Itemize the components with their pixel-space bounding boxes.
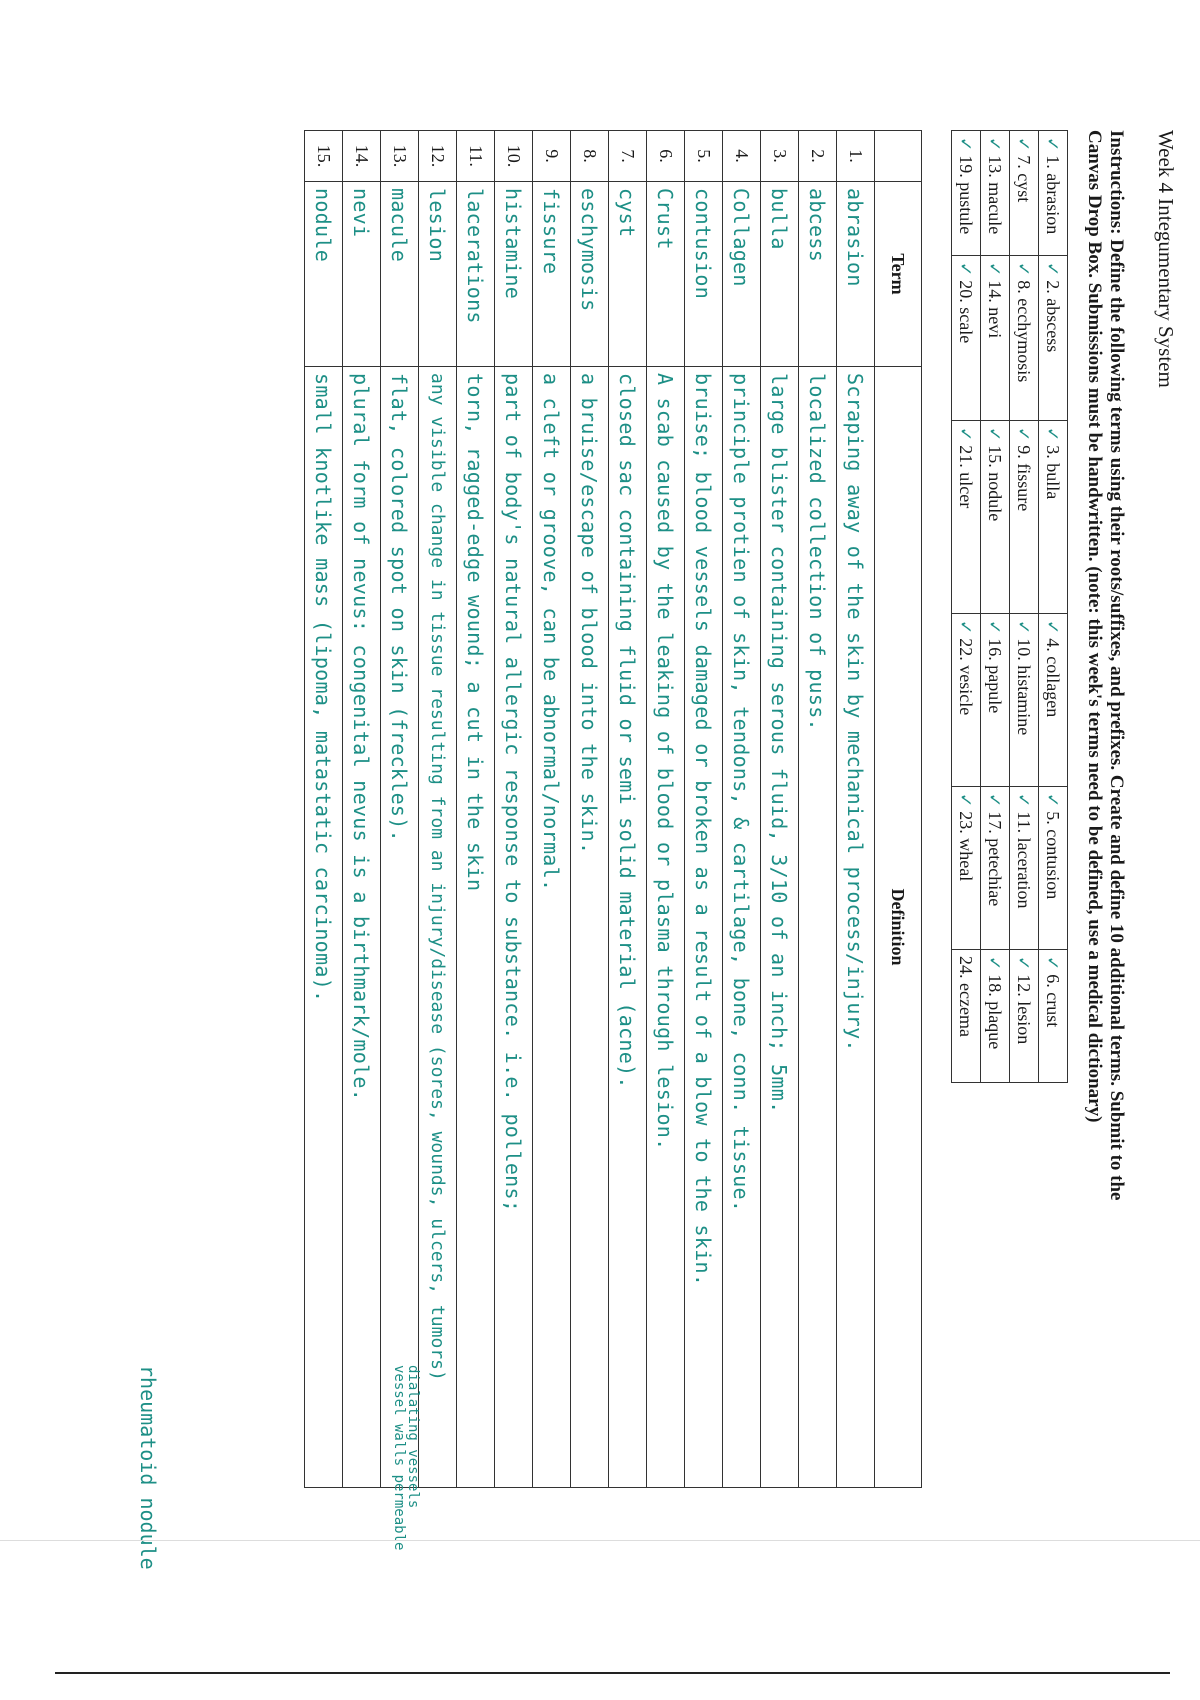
number-column-header	[875, 131, 922, 182]
term-cell: abcess	[799, 182, 837, 367]
row-number: 4.	[723, 131, 761, 182]
terms-grid-cell	[1010, 614, 1039, 787]
terms-grid-label: 12. lesion	[1014, 974, 1035, 1045]
terms-grid-label: 6. crust	[1043, 974, 1064, 1028]
definition-cell: principle protien of skin, tendons, & cartilage, bone, conn. tissue.	[723, 367, 761, 1488]
definition-cell: any visible change in tissue resulting from an injury/disease (sores, wounds, ulcers, tumors)	[419, 367, 457, 1488]
check-mark-icon: ✓	[984, 620, 1005, 635]
terms-grid-label: 11. laceration	[1014, 811, 1035, 909]
terms-grid-label: 19. pustule	[956, 155, 977, 235]
term-cell: nevi	[343, 182, 381, 367]
check-mark-icon: ✓	[984, 427, 1005, 442]
term-column-header: Term	[875, 182, 922, 367]
definition-cell: part of body's natural allergic response to substance. i.e. pollens;	[495, 367, 533, 1488]
term-cell: nodule	[305, 182, 343, 367]
definition-column-header: Definition	[875, 367, 922, 1488]
terms-grid-label: 14. nevi	[985, 280, 1006, 339]
check-mark-icon: ✓	[955, 793, 976, 808]
terms-grid-cell	[1039, 950, 1068, 1083]
terms-grid-label: 2. abscess	[1043, 280, 1064, 353]
table-row	[533, 131, 571, 1488]
table-row	[647, 131, 685, 1488]
table-row	[685, 131, 723, 1488]
table-row	[799, 131, 837, 1488]
definition-cell: closed sac containing fluid or semi solid material (acne).	[609, 367, 647, 1488]
terms-grid-cell	[1039, 787, 1068, 950]
table-row	[419, 131, 457, 1488]
check-mark-icon: ✓	[955, 620, 976, 635]
definition-cell: plural form of nevus: congenital nevus is a birthmark/mole.	[343, 367, 381, 1488]
terms-grid-cell	[1039, 614, 1068, 787]
terms-grid-label: 15. nodule	[985, 445, 1006, 522]
check-mark-icon: ✓	[1013, 620, 1034, 635]
check-mark-icon: ✓	[1042, 620, 1063, 635]
terms-grid-cell	[952, 950, 981, 1083]
extra-handwritten-note: rheumatoid nodule	[136, 1365, 160, 1570]
check-mark-icon: ✓	[984, 137, 1005, 152]
terms-grid-cell	[952, 787, 981, 950]
terms-grid-cell	[1010, 131, 1039, 256]
check-mark-icon: ✓	[955, 262, 976, 277]
check-mark-icon: ✓	[1013, 793, 1034, 808]
table-row	[343, 131, 381, 1488]
row-number: 2.	[799, 131, 837, 182]
table-row	[305, 131, 343, 1488]
terms-grid-cell	[981, 256, 1010, 421]
terms-grid-label: 16. papule	[985, 638, 1006, 714]
table-row	[495, 131, 533, 1488]
term-cell: abrasion	[837, 182, 875, 367]
check-mark-icon: ✓	[1042, 137, 1063, 152]
worksheet-page	[80, 110, 1200, 1610]
term-cell: bulla	[761, 182, 799, 367]
check-mark-icon: ✓	[984, 262, 1005, 277]
check-mark-icon: ✓	[1013, 956, 1034, 971]
row-number: 6.	[647, 131, 685, 182]
definition-cell: large blister containing serous fluid, 3/10 of an inch; 5mm.	[761, 367, 799, 1488]
terms-grid-cell	[1010, 421, 1039, 614]
terms-grid-label: 1. abrasion	[1043, 155, 1064, 235]
row-number: 12.	[419, 131, 457, 182]
terms-grid-cell	[981, 787, 1010, 950]
definition-cell: Scraping away of the skin by mechanical process/injury.	[837, 367, 875, 1488]
term-cell: lacerations	[457, 182, 495, 367]
terms-grid-cell	[1010, 787, 1039, 950]
terms-grid-row	[981, 131, 1010, 1083]
row-number: 14.	[343, 131, 381, 182]
term-cell: cyst	[609, 182, 647, 367]
terms-grid-label: 9. fissure	[1014, 445, 1035, 512]
terms-grid-label: 4. collagen	[1043, 638, 1064, 718]
row-number: 1.	[837, 131, 875, 182]
term-cell: histamine	[495, 182, 533, 367]
check-mark-icon: ✓	[1013, 137, 1034, 152]
table-row	[381, 131, 419, 1488]
terms-grid-cell	[981, 950, 1010, 1083]
term-cell: fissure	[533, 182, 571, 367]
check-mark-icon: ✓	[984, 793, 1005, 808]
definitions-header-row	[875, 131, 922, 1488]
definition-cell: torn, ragged-edge wound; a cut in the skin	[457, 367, 495, 1488]
terms-grid	[951, 130, 1068, 1083]
table-row	[723, 131, 761, 1488]
row-number: 7.	[609, 131, 647, 182]
terms-grid-row	[952, 131, 981, 1083]
terms-grid-label: 3. bulla	[1043, 445, 1064, 500]
terms-grid-cell	[1039, 256, 1068, 421]
definition-cell: localized collection of puss.	[799, 367, 837, 1488]
row-number: 3.	[761, 131, 799, 182]
terms-grid-cell	[981, 421, 1010, 614]
histamine-overflow-note	[392, 1365, 420, 1550]
table-row	[457, 131, 495, 1488]
terms-grid-cell	[981, 131, 1010, 256]
row-number: 13.	[381, 131, 419, 182]
terms-grid-cell	[1010, 256, 1039, 421]
terms-grid-cell	[981, 614, 1010, 787]
instructions-text: Instructions: Define the following terms using their roots/suffixes, and prefixes. Create and define 10 additional terms. Submit to the Canvas Drop Box. Submissions must be handwritten. (note: this week's terms need to be defined, use a medical dictionary)	[1084, 130, 1127, 1201]
terms-grid-cell	[952, 256, 981, 421]
check-mark-icon: ✓	[1042, 262, 1063, 277]
terms-grid-cell	[1010, 950, 1039, 1083]
terms-grid-cell	[1039, 131, 1068, 256]
terms-grid-label: 17. petechiae	[985, 811, 1006, 907]
page-bottom-line	[55, 1672, 1170, 1674]
page-header: Week 4 Integumentary System	[1154, 130, 1178, 388]
term-cell: contusion	[685, 182, 723, 367]
definition-cell: A scab caused by the leaking of blood or plasma through lesion.	[647, 367, 685, 1488]
terms-grid-label: 5. contusion	[1043, 811, 1064, 900]
terms-grid-label: 21. ulcer	[956, 445, 977, 509]
term-cell: macule	[381, 182, 419, 367]
row-number: 8.	[571, 131, 609, 182]
row-number: 9.	[533, 131, 571, 182]
definition-cell: small knotlike mass (lipoma, matastatic carcinoma).	[305, 367, 343, 1488]
row-number: 10.	[495, 131, 533, 182]
term-cell: lesion	[419, 182, 457, 367]
terms-grid-cell	[1039, 421, 1068, 614]
table-row	[571, 131, 609, 1488]
row-number: 5.	[685, 131, 723, 182]
scan-divider-line	[0, 1540, 1200, 1541]
term-cell: Collagen	[723, 182, 761, 367]
definition-cell: a bruise/escape of blood into the skin.	[571, 367, 609, 1488]
check-mark-icon: ✓	[1042, 793, 1063, 808]
check-mark-icon: ✓	[984, 956, 1005, 971]
row-number: 15.	[305, 131, 343, 182]
terms-grid-row	[1039, 131, 1068, 1083]
terms-grid-row	[1010, 131, 1039, 1083]
check-mark-icon: ✓	[1013, 427, 1034, 442]
table-row	[761, 131, 799, 1488]
definition-cell: flat, colored spot on skin (freckles).	[381, 367, 419, 1488]
row-number: 11.	[457, 131, 495, 182]
term-cell: Crust	[647, 182, 685, 367]
terms-grid-label: 7. cyst	[1014, 155, 1035, 203]
terms-grid-label: 18. plaque	[985, 974, 1006, 1050]
table-row	[609, 131, 647, 1488]
definition-cell: a cleft or groove, can be abnormal/normal.	[533, 367, 571, 1488]
definition-cell: bruise; blood vessels damaged or broken as a result of a blow to the skin.	[685, 367, 723, 1488]
overflow-note-line: dialating vessels	[405, 1365, 421, 1509]
check-mark-icon: ✓	[1013, 262, 1034, 277]
terms-grid-label: 13. macule	[985, 155, 1006, 235]
terms-grid-label: 23. wheal	[956, 811, 977, 882]
term-cell: eschymosis	[571, 182, 609, 367]
terms-grid-label: 24. eczema	[956, 956, 977, 1037]
overflow-note-line: vessel walls permeable	[391, 1365, 407, 1551]
check-mark-icon: ✓	[1042, 956, 1063, 971]
check-mark-icon: ✓	[1042, 427, 1063, 442]
terms-grid-label: 22. vesicle	[956, 638, 977, 716]
terms-grid-cell	[952, 421, 981, 614]
definitions-table	[304, 130, 922, 1488]
check-mark-icon: ✓	[955, 427, 976, 442]
check-mark-icon: ✓	[955, 137, 976, 152]
table-row	[837, 131, 875, 1488]
terms-grid-cell	[952, 131, 981, 256]
terms-grid-cell	[952, 614, 981, 787]
terms-grid-label: 8. ecchymosis	[1014, 280, 1035, 383]
terms-grid-label: 10. histamine	[1014, 638, 1035, 736]
terms-grid-label: 20. scale	[956, 280, 977, 344]
